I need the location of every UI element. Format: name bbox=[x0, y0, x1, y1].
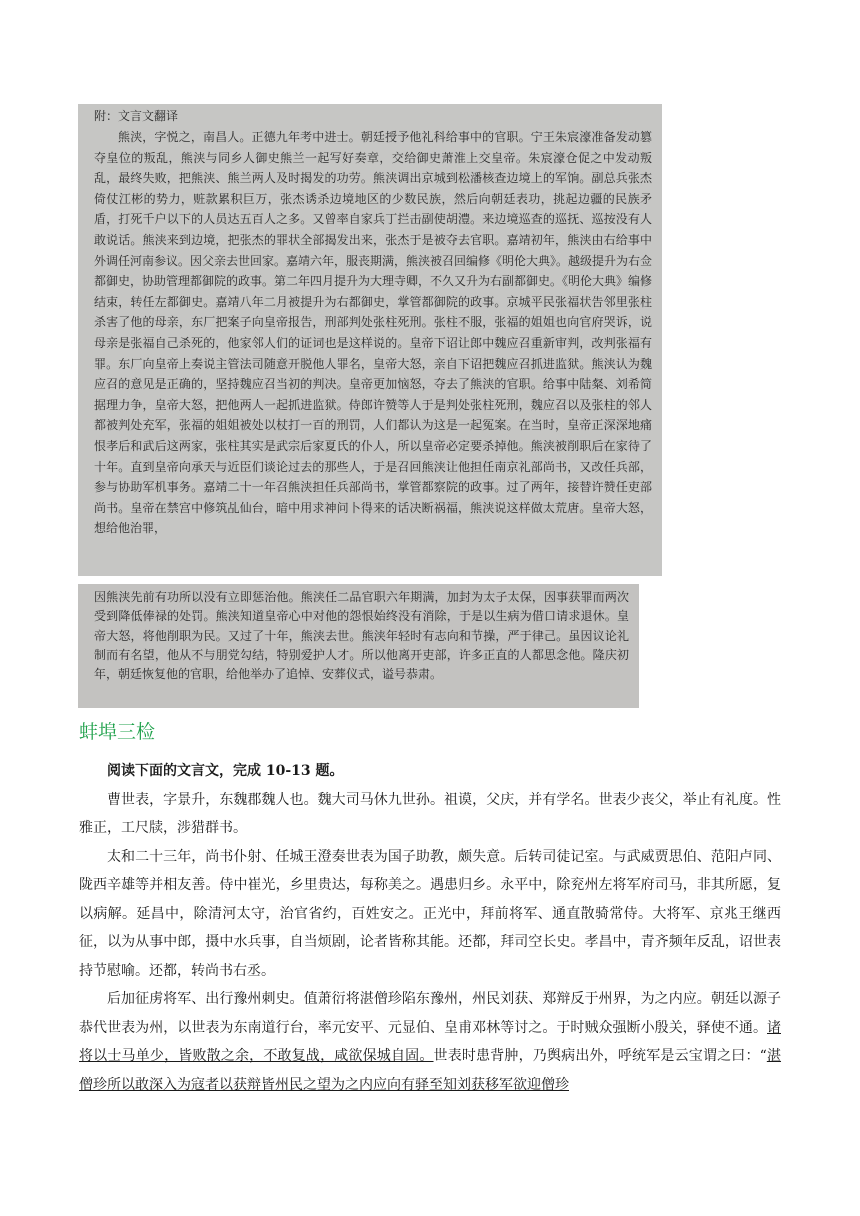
passage-paragraph-1: 曹世表，字景升，东魏郡魏人也。魏大司马休九世孙。祖谟，父庆，并有学名。世表少丧父，举止有礼度。性雅正，工尺牍，涉猎群书。 bbox=[79, 791, 781, 836]
scanned-translation-image-top bbox=[78, 104, 662, 576]
section-title: 蚌埠三检 bbox=[79, 721, 156, 743]
passage-paragraph-2: 太和二十三年，尚书仆射、任城王澄奏世表为国子助教，颇失意。后转司徒记室。与武威贾思伯、范阳卢同、陇西辛雄等并相友善。侍中崔光，乡里贵达，每称美之。遇患归乡。永平中，除兖州左将军府司马，非其所愿，复以病解。延昌中，除清河太守，治官省约，百姓安之。正光中，拜前将军、通直散骑常侍。大将军、京兆王继西征，以为从事中郎，摄中水兵事，自当烦剧，论者皆称其能。还都，拜司空长史。孝昌中，青齐频年反乱，诏世表持节慰喻。还都，转尚书右丞。 bbox=[79, 848, 781, 979]
underlined-sentence-1: 诸将以士马单少，皆败散之余，不敢复战，咸欲保城自固。 bbox=[79, 1019, 781, 1064]
passage-body bbox=[79, 757, 781, 1099]
instruction-line: 阅读下面的文言文，完成 10-13 题。 bbox=[107, 763, 344, 779]
translation-paragraph-top: 熊浃，字悦之，南昌人。正德九年考中进士。朝廷授予他礼科给事中的官职。宁王朱宸濠准备发动篡夺皇位的叛乱，熊浃与同乡人御史熊兰一起写好奏章，交给御史萧淮上交皇帝。朱宸濠仓促之中发动叛乱，最终失败，把熊浃、熊兰两人及时揭发的功劳。熊浃调出京城到松潘核查边境上的军饷。副总兵张杰倚仗江彬的势力，赃款累积巨万，张杰诱杀边境地区的少数民族，然后向朝廷表功，挑起边疆的民族矛盾，打死千户以下的人员达五百人之多。又曾率自家兵丁拦击副使胡澧。来边境巡查的巡抚、巡按没有人敢说话。熊浃来到边境，把张杰的罪状全部揭发出来，张杰于是被夺去官职。嘉靖初年，熊浃由右给事中外调任河南参议。因父亲去世回家。嘉靖六年，服丧期满，熊浃被召回编修《明伦大典》。越级提升为右佥都御史，协助管理都御院的政事。第二年四月提升为大理寺卿，不久又升为右副都御史。《明伦大典》编修结束，转任左都御史。嘉靖八年二月被提升为右都御史，掌管都御院的政事。京城平民张福状告邻里张柱杀害了他的母亲，东厂把案子向皇帝报告，刑部判处张柱死刑。张柱不服，张福的姐姐也向官府哭诉，说母亲是张福自己杀死的，他家邻人们的证词也是这样说的。皇帝下诏让郎中魏应召重新审判，改判张福有罪。东厂向皇帝上奏说主管法司随意开脱他人罪名，皇帝大怒，亲自下诏把魏应召抓进监狱。熊浃认为魏应召的意见是正确的，坚持魏应召当初的判决。皇帝更加恼怒，夺去了熊浃的官职。给事中陆粲、刘希简据理力争，皇帝大怒，把他两人一起抓进监狱。侍郎许赞等人于是判处张柱死刑，魏应召以及张柱的邻人都被判处充军，张福的姐姐被处以杖打一百的刑罚，人们都认为这是一起冤案。在当时，皇帝正深深地痛恨孝后和武后这两家，张柱其实是武宗后家夏氏的仆人，所以皇帝必定要杀掉他。熊浃被削职后在家待了十年。直到皇帝向承天与近臣们谈论过去的那些人，于是召回熊浃让他担任南京礼部尚书，又改任兵部，参与协助军机事务。嘉靖二十一年召熊浃担任兵部尚书，掌管都察院的政事。过了两年，接替许赞任吏部尚书。皇帝在禁宫中修筑乩仙台，暗中用求神问卜得来的话决断祸福，熊浃说这样做太荒唐。皇帝大怒，想给他治罪， bbox=[94, 130, 653, 536]
passage-paragraph-3-part-a: 后加征虏将军、出行豫州刺史。值萧衍将湛僧珍陷东豫州，州民刘获、郑辩反于州界，为之内应。朝廷以源子恭代世表为州，以世表为东南道行台，率元安平、元显伯、皇甫邓林等讨之。于时贼众强断小殷关，驿使不通。 bbox=[79, 991, 781, 1036]
translation-heading: 附：文言文翻译 bbox=[94, 109, 179, 123]
passage-paragraph-3 bbox=[79, 985, 781, 1099]
passage-paragraph-3-part-b: 世表时患背肿，乃舆病出外，呼统军是云宝谓之曰：“ bbox=[433, 1048, 767, 1064]
scanned-translation-image-bottom bbox=[78, 584, 639, 708]
translation-paragraph-bottom: 因熊浃先前有功所以没有立即惩治他。熊浃任二品官职六年期满，加封为太子太保，因事获罪而两次受到降低俸禄的处罚。熊浃知道皇帝心中对他的怨恨始终没有消除，于是以生病为借口请求退休。皇帝大怒，将他削职为民。又过了十年，熊浃去世。熊浃年轻时有志向和节操，严于律己。虽因议论礼制而有名望，他从不与朋党勾结，特别爱护人才。所以他离开吏部，许多正直的人都思念他。隆庆初年，朝廷恢复他的官职，给他举办了追悼、安葬仪式，谥号恭肃。 bbox=[94, 590, 629, 682]
underlined-sentence-2: 湛僧珍所以敢深入为寇者以获辩皆州民之望为之内应向有驿至知刘获移军欲迎僧珍 bbox=[79, 1048, 782, 1093]
